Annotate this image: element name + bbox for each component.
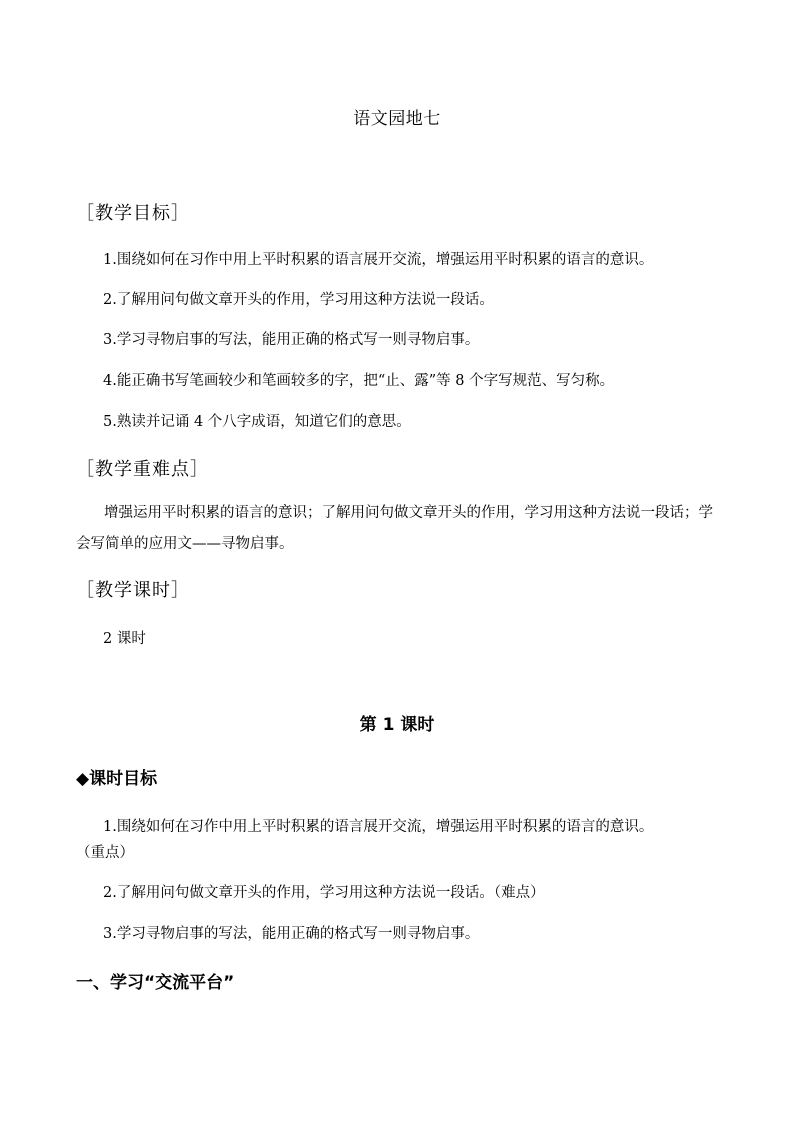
lesson-goal-1-note: （重点）	[76, 845, 134, 861]
objective-item-4: 4.能正确书写笔画较少和笔画较多的字，把“止、露”等 8 个字写规范、写匀称。	[103, 373, 615, 389]
part-one-heading: 一、学习“交流平台”	[76, 973, 235, 993]
key-points-heading: ［教学重难点］	[76, 459, 209, 480]
lesson-title: 第 1 课时	[359, 715, 435, 735]
lesson-goal-2: 2.了解用问句做文章开头的作用，学习用这种方法说一段话。（难点）	[103, 885, 545, 901]
objective-item-2: 2.了解用问句做文章开头的作用，学习用这种方法说一段话。	[103, 292, 494, 308]
lesson-goal-3: 3.学习寻物启事的写法，能用正确的格式写一则寻物启事。	[103, 926, 480, 942]
document-title: 语文园地七	[353, 109, 441, 129]
objective-item-3: 3.学习寻物启事的写法，能用正确的格式写一则寻物启事。	[103, 332, 480, 348]
lesson-goal-1: 1.围绕如何在习作中用上平时积累的语言展开交流，增强运用平时积累的语言的意识。	[103, 819, 654, 835]
lesson-goals-heading: ◆课时目标	[76, 769, 158, 789]
objective-item-5: 5.熟读并记诵 4 个八字成语，知道它们的意思。	[103, 414, 411, 430]
objectives-heading: ［教学目标］	[76, 203, 190, 224]
objective-item-1: 1.围绕如何在习作中用上平时积累的语言展开交流，增强运用平时积累的语言的意识。	[103, 252, 654, 268]
key-points-text: 增强运用平时积累的语言的意识；了解用问句做文章开头的作用，学习用这种方法说一段话；学会写简单的应用文——寻物启事。	[76, 505, 713, 552]
hours-text: 2 课时	[103, 631, 146, 647]
hours-heading: ［教学课时］	[76, 580, 190, 601]
